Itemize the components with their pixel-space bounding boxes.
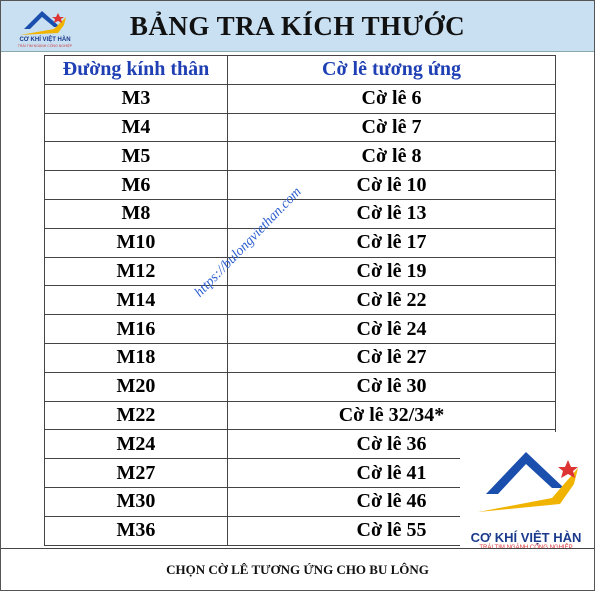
column-header-diameter: Đường kính thân <box>45 56 228 85</box>
cell-diameter: M3 <box>45 84 228 113</box>
cell-wrench: Cờ lê 10 <box>228 171 556 200</box>
cell-diameter: M22 <box>45 401 228 430</box>
cell-wrench: Cờ lê 41 <box>228 459 556 488</box>
table-row <box>45 199 556 228</box>
table-row <box>45 401 556 430</box>
cell-wrench: Cờ lê 36 <box>228 430 556 459</box>
cell-diameter: M6 <box>45 171 228 200</box>
cell-wrench: Cờ lê 6 <box>228 84 556 113</box>
table-row <box>45 315 556 344</box>
table-row <box>45 257 556 286</box>
cell-wrench: Cờ lê 55 <box>228 516 556 545</box>
cell-wrench: Cờ lê 13 <box>228 199 556 228</box>
small-logo-tagline: TRÁI TIM NGÀNH CÔNG NGHIỆP <box>17 44 73 48</box>
cell-diameter: M4 <box>45 113 228 142</box>
large-logo-name: CƠ KHÍ VIỆT HÀN <box>470 530 582 545</box>
cell-diameter: M14 <box>45 286 228 315</box>
table-header-row <box>45 56 556 85</box>
cell-wrench: Cờ lê 46 <box>228 487 556 516</box>
cell-wrench: Cờ lê 17 <box>228 228 556 257</box>
cell-diameter: M30 <box>45 487 228 516</box>
footer-divider <box>1 548 594 549</box>
large-logo <box>460 432 592 551</box>
cell-diameter: M27 <box>45 459 228 488</box>
cell-diameter: M16 <box>45 315 228 344</box>
cell-wrench: Cờ lê 7 <box>228 113 556 142</box>
table-row <box>45 142 556 171</box>
cell-wrench: Cờ lê 19 <box>228 257 556 286</box>
cell-diameter: M18 <box>45 343 228 372</box>
cell-diameter: M12 <box>45 257 228 286</box>
footer-caption: CHỌN CỜ LÊ TƯƠNG ỨNG CHO BU LÔNG <box>166 562 429 577</box>
cell-wrench: Cờ lê 24 <box>228 315 556 344</box>
small-logo-name: CƠ KHÍ VIỆT HÀN <box>19 37 71 43</box>
table-row <box>45 228 556 257</box>
cell-diameter: M24 <box>45 430 228 459</box>
table-row <box>45 286 556 315</box>
page-title: BẢNG TRA KÍCH THƯỚC <box>129 11 466 41</box>
table-row <box>45 84 556 113</box>
cell-diameter: M8 <box>45 199 228 228</box>
column-header-wrench: Cờ lê tương ứng <box>228 56 556 85</box>
cell-diameter: M10 <box>45 228 228 257</box>
cell-wrench: Cờ lê 27 <box>228 343 556 372</box>
table-row <box>45 113 556 142</box>
house-logo-icon <box>460 432 592 530</box>
cell-wrench: Cờ lê 22 <box>228 286 556 315</box>
cell-wrench: Cờ lê 8 <box>228 142 556 171</box>
table-row <box>45 343 556 372</box>
website-watermark: https://bulongviethan.com <box>192 184 305 301</box>
cell-diameter: M5 <box>45 142 228 171</box>
large-logo-tagline: TRÁI TIM NGÀNH CÔNG NGHIỆP <box>479 545 573 551</box>
cell-wrench: Cờ lê 30 <box>228 372 556 401</box>
cell-diameter: M36 <box>45 516 228 545</box>
cell-diameter: M20 <box>45 372 228 401</box>
table-row <box>45 372 556 401</box>
cell-wrench: Cờ lê 32/34* <box>228 401 556 430</box>
title-bar <box>1 1 594 52</box>
